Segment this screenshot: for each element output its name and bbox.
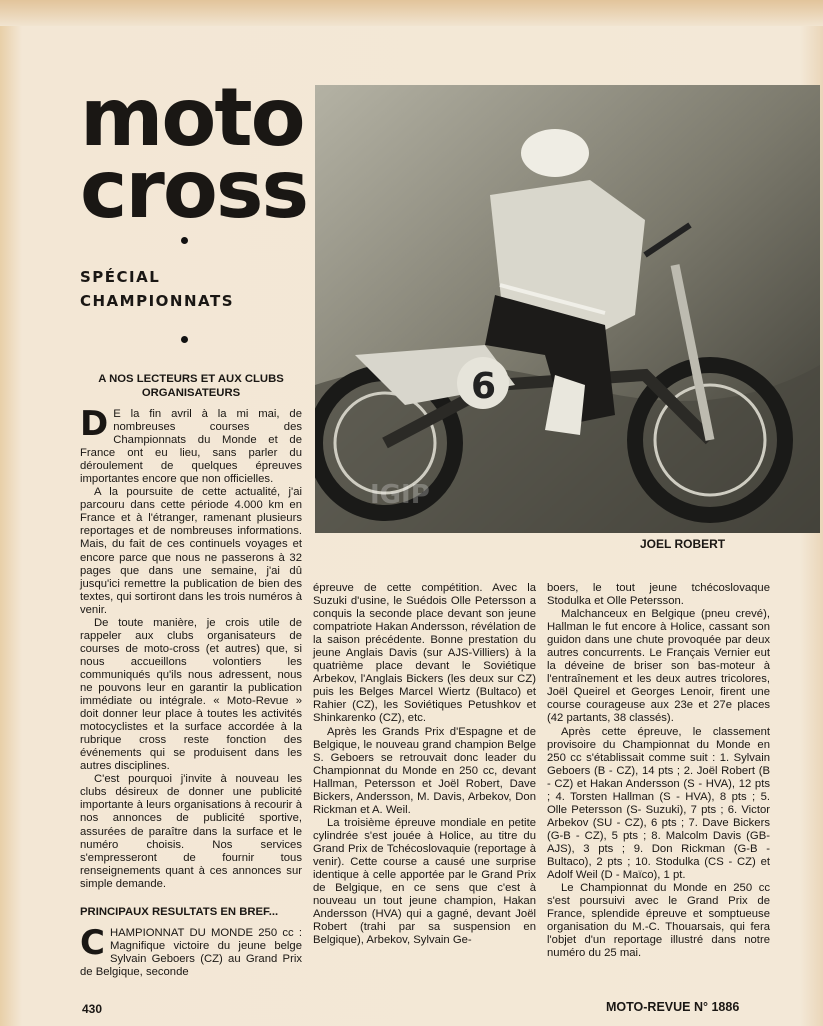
col3-paragraph-2: Malchanceux en Belgique (pneu crevé), Hallman le fut encore à Holice, cassant son guidon dans une chute provoquée par deux autres concurrents. Le Français Vernier eut la déveine de briser son bas-moteur à l'entraînement et les deux autres tricolores, Joël Queirel et Georges Lenoir, firent une course courageuse aux 23e et 27e places (42 partants, 38 classés). <box>547 608 770 725</box>
title-cross: cross <box>80 143 308 236</box>
dropcap-d: D <box>80 404 109 444</box>
bullet-dot-2 <box>181 336 188 343</box>
motocross-photo <box>315 85 820 533</box>
col2-paragraph-2: Après les Grands Prix d'Espagne et de Belgique, le nouveau grand champion Belge S. Geboers se retrouvait donc leader du Championnat du Monde en 250 cc, devant Hallman, Petersson et Joël Robert, Dave Bickers, Andersson, M. Davis, Arbekov, Don Rickman et A. Weil. <box>313 725 536 816</box>
special-label: SPÉCIAL <box>80 268 161 286</box>
intro-paragraph-1: D E la fin avril à la mi mai, de nombreuses courses des Championnats du Monde et de France ont eu lieu, sans parler du déroulement de quelques épreuves importantes encore que non officielles. <box>80 404 302 486</box>
results-paragraph-1: CHAMPIONNAT DU MONDE 250 cc : Magnifique victoire du jeune belge Sylvain Geboers (CZ) au Grand Prix de Belgique, seconde <box>80 922 302 978</box>
title-moto: moto <box>80 71 304 164</box>
intro-paragraph-3: De toute manière, je crois utile de rappeler aux clubs organisateurs de courses de moto-cross (et autres) que, si nous accueillons volontiers les communiqués qu'ils nous adressent, nous ne pouvons leur en garantir la publication immédiate ou intégrale. « Moto-Revue » doit donner leur place à toutes les activités motocyclistes et la surface accordée à la rubrique cross reste fonction des événements qui se produisent dans les autres disciplines. <box>80 616 302 773</box>
photo-caption: JOEL ROBERT <box>640 537 726 551</box>
column-2 <box>313 582 536 947</box>
rider-illustration <box>315 85 820 533</box>
results-heading: PRINCIPAUX RESULTATS EN BREF... <box>80 905 279 918</box>
intro-paragraph-2: A la poursuite de cette actualité, j'ai parcouru dans cette période 4.000 km en France et à l'étranger, ramenant plusieurs reportages et de nombreuses informations. Mais, du fait de ces continuels voyages et encore parce que nous ne passerons à 32 pages que dans une semaine, j'ai dû jusqu'ici remettre la publication de bien des textes, qui sortiront dans les trois numéros à venir. <box>80 486 302 616</box>
intro-heading: A NOS LECTEURS ET AUX CLUBS ORGANISATEURS <box>98 373 284 399</box>
number-plate: 6 <box>471 366 497 407</box>
dropcap-c: C <box>80 922 105 963</box>
col3-paragraph-4: Le Championnat du Monde en 250 cc s'est poursuivi avec le Grand Prix de France, splendide épreuve et somptueuse organisation du M.-C. Thouarsais, qui fera l'objet d'un reportage illustré dans notre numéro du 25 mai. <box>547 882 770 960</box>
intro-paragraph-4: C'est pourquoi j'invite à nouveau les clubs désireux de donner une publicité importante à leurs organisations à recourir à nos annonces de publicité sportive, assurées de paraître dans la surface et le numéro choisis. Nos services s'empresseront de fournir tous renseignements quant à ces annonces sur simple demande. <box>80 773 302 890</box>
torn-top-edge <box>0 0 823 26</box>
bullet-dot-1 <box>181 237 188 244</box>
magazine-issue: MOTO-REVUE N° 1886 <box>606 1000 740 1014</box>
col2-paragraph-1: épreuve de cette compétition. Avec la Suzuki d'usine, le Suédois Olle Petersson a conquis la seconde place devant son jeune compatriote Hakan Andersson, révélation de la saison précédente. Bonne prestation du jeune Anglais Davis (sur AJS-Villiers) à la quatrième place devant le Soviétique Arbekov, l'Anglais Bickers (les deux sur CZ) puis les Belges Marcel Wiertz (Bultaco) et Rahier (CZ), les Soviétiques Petushkov et Shinkarenko (CZ), etc. <box>313 582 536 725</box>
watermark-logo: IGIP <box>370 480 430 510</box>
col2-paragraph-3: La troisième épreuve mondiale en petite cylindrée s'est jouée à Holice, au titre du Grand Prix de Tchécoslovaquie (reportage à venir). Cette course a causé une surprise identique à celle apportée par le Grand Prix de Belgique, en ce sens que c'est à nouveau un tout jeune champion, Hakan Andersson (HVA) qui a gagné, devant Joël Robert (trahi par sa suspension en Belgique), Arbekov, Sylvain Ge- <box>313 816 536 947</box>
col3-paragraph-1: boers, le tout jeune tchécoslovaque Stodulka et Olle Petersson. <box>547 582 770 608</box>
column-3 <box>547 582 770 960</box>
page-number: 430 <box>82 1002 103 1016</box>
championnats-label: CHAMPIONNATS <box>80 292 235 310</box>
col3-paragraph-3: Après cette épreuve, le classement provisoire du Championnat du Monde en 250 cc s'établissait comme suit : 1. Sylvain Geboers (B - CZ), 14 pts ; 2. Joël Robert (B - CZ) et Hakan Andersson (S - HVA), 12 pts ; 4. Torsten Hallman (S - HVA), 8 pts ; 5. Olle Petersson (S- Suzuki), 7 pts ; 6. Victor Arbekov (SU - CZ), 6 pts ; 7. Dave Bickers (G-B - CZ), 5 pts ; 8. Malcolm Davis (GB-AJS), 3 pts ; 9. Don Rickman (G-B - Bultaco), 2 pts ; 10. Stodulka (CS - CZ) et Adolf Weil (D - Maïco), 1 pt. <box>547 725 770 882</box>
column-1 <box>80 372 302 979</box>
